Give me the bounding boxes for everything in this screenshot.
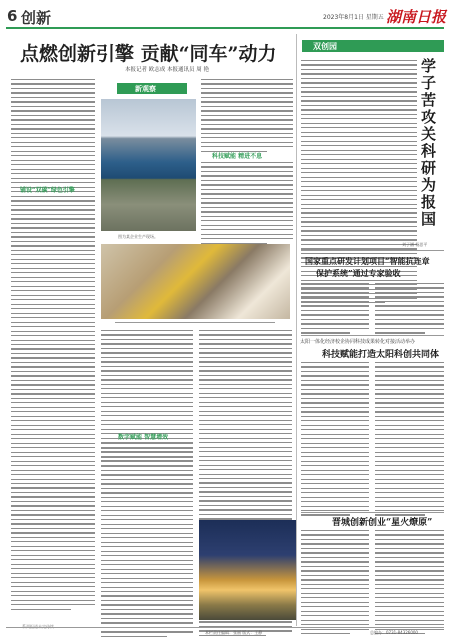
vertical-title: 学子苦攻关 科研为报国	[421, 57, 437, 228]
footer-center: 本栏责任编辑：张丽 版式：王静	[205, 630, 263, 635]
article2-headline-2: 保护系统”通过专家验收	[316, 268, 401, 278]
column-divider	[296, 34, 297, 626]
article3-text-b	[375, 362, 444, 519]
article3-text-a	[301, 362, 369, 519]
train-photo	[101, 99, 196, 231]
article4-headline: 晋城创新创业“星火燎原”	[332, 518, 433, 528]
article2-text-b	[375, 283, 444, 337]
subhead-digital: 数字赋能 智慧增效	[118, 434, 169, 441]
header-rule	[6, 27, 444, 29]
vertical-credit: 刘子涵 杨思平	[402, 242, 428, 247]
workers-photo	[101, 244, 290, 319]
shuangchuang-label: 双创园	[313, 41, 337, 51]
footer-rule	[6, 627, 444, 628]
section-rule-1	[301, 250, 444, 251]
article3-kicker: 太阳一体化经济校企协同科技成果转化对接活动举办	[300, 339, 416, 345]
left-byline: 本报记者 欧志成 本报通讯员 周 艳	[125, 67, 209, 73]
train-photo-caption: 图为某企业生产现场。	[118, 234, 158, 239]
left-col3-text-b	[101, 443, 193, 640]
workers-photo-caption	[115, 322, 275, 323]
left-col2-text-b	[201, 162, 293, 247]
article4-text-b	[375, 530, 444, 638]
harvest-photo	[199, 520, 296, 620]
section-title: 创新	[21, 9, 52, 27]
date-line: 2023年8月1日 星期五	[323, 14, 384, 21]
article3-headline: 科技赋能打造太阳科创共同体	[322, 350, 440, 360]
section-rule-2	[301, 335, 444, 336]
left-col1-text-b	[11, 196, 95, 613]
footer-right: 总编办：0731-84326000	[370, 630, 418, 635]
masthead: 湖南日报	[386, 8, 447, 26]
left-headline: 点燃创新引擎 贡献“同车”动力	[20, 43, 277, 65]
new-observation-label: 新观察	[135, 85, 156, 93]
subhead-tech: 科技赋能 精进不息	[212, 153, 263, 160]
page-number: 6	[7, 7, 18, 25]
left-col2-text	[201, 79, 293, 155]
subhead-carbon: 铺设“双碳”绿色引擎	[20, 187, 75, 194]
article4-text-a	[301, 530, 369, 638]
article2-text-a	[301, 283, 369, 337]
section-rule-3	[301, 512, 444, 513]
article2-headline-1: 国家重点研发计划项目“智能抗连章	[305, 256, 430, 266]
